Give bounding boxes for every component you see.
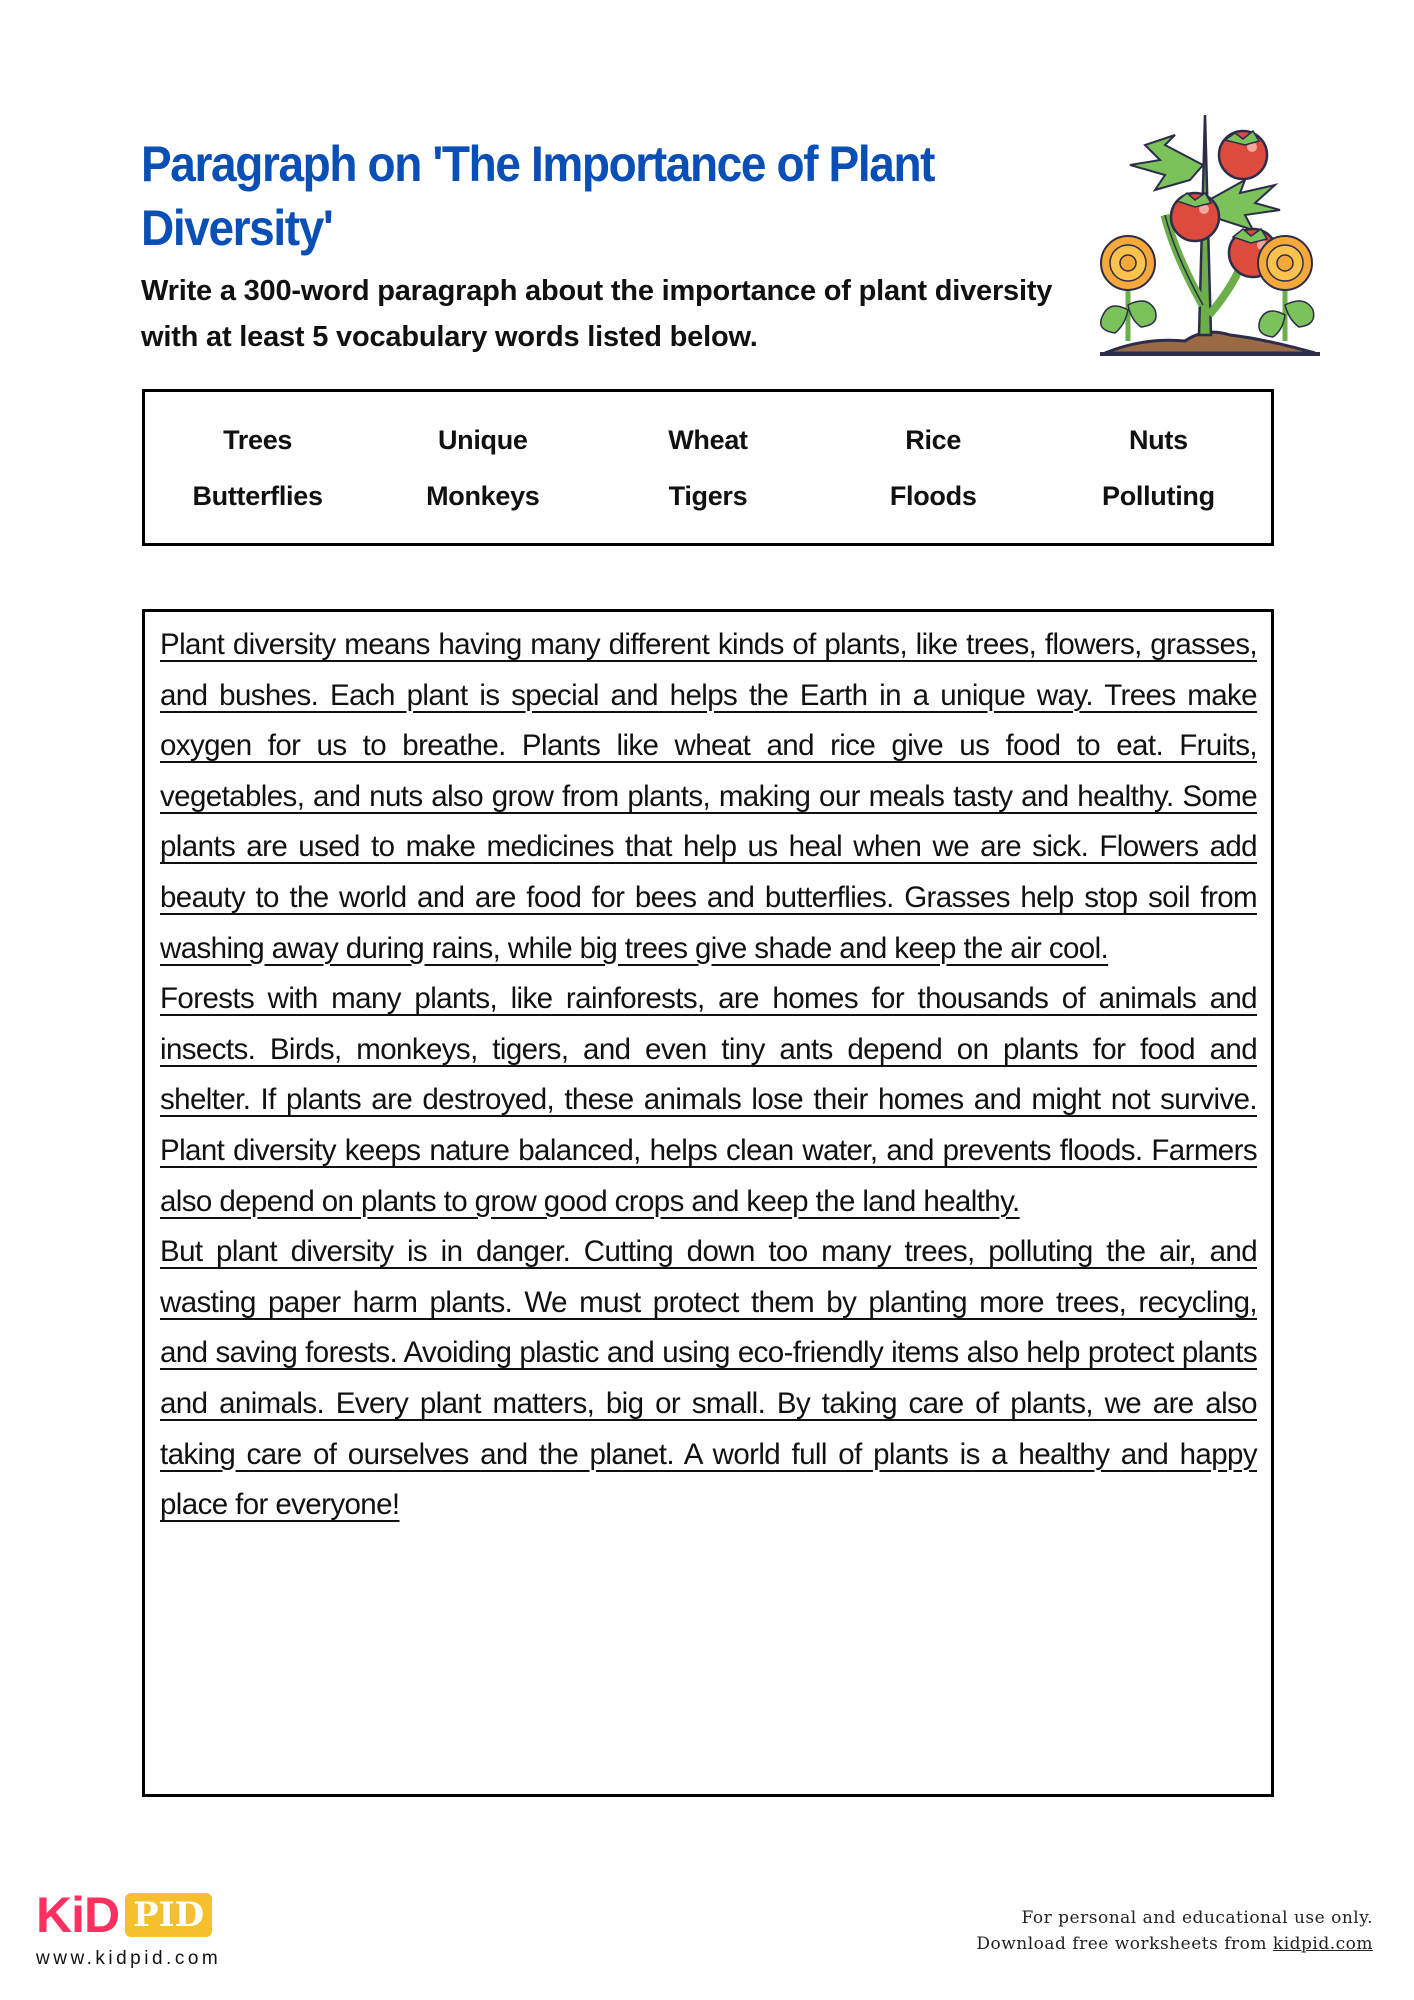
download-note: Download free worksheets from <box>976 1934 1273 1954</box>
vocab-word: Monkeys <box>426 481 540 512</box>
logo-pid-badge: PID <box>125 1893 212 1937</box>
kidpid-logo[interactable] <box>36 1887 222 1970</box>
logo-kid-text: KiD <box>36 1887 120 1943</box>
vocab-word: Floods <box>889 481 977 512</box>
answer-paragraph: Forests with many plants, like rainforests, are homes for thousands of animals and insects. Birds, monkeys, tigers, and even tiny ants depend on plants for food and shelter. If plants are destroyed, these animals lose their homes and might not survive. Plant diversity keeps nature balanced, helps clean water, and prevents floods. Farmers also depend on plants to grow good crops and keep the land healthy. <box>160 982 1257 1218</box>
vocab-word: Butterflies <box>192 481 323 512</box>
vocab-word: Wheat <box>668 424 748 455</box>
footer-note <box>976 1905 1373 1957</box>
usage-note: For personal and educational use only. <box>1021 1908 1373 1928</box>
vocabulary-box <box>142 389 1274 546</box>
vocab-word: Tigers <box>668 481 748 512</box>
vocab-word: Polluting <box>1102 481 1215 512</box>
vocab-word: Trees <box>223 424 293 455</box>
vocab-word: Rice <box>905 424 962 455</box>
instructions: Write a 300-word paragraph about the importance of plant diversity with at least 5 vocabulary words listed below. <box>141 275 1053 353</box>
page-title: Paragraph on 'The Importance of Plant Diversity' <box>141 136 935 256</box>
answer-box <box>142 609 1274 1797</box>
kidpid-link[interactable]: kidpid.com <box>1272 1934 1373 1954</box>
answer-paragraph: Plant diversity means having many different kinds of plants, like trees, flowers, grasses, and bushes. Each plant is special and helps the Earth in a unique way. Trees make oxygen for us to breathe. Plants like wheat and rice give us food to eat. Fruits, vegetables, and nuts also grow from plants, making our meals tasty and healthy. Some plants are used to make medicines that help us heal when we are sick. Flowers add beauty to the world and are food for bees and butterflies. Grasses help stop soil from washing away during rains, while big trees give shade and keep the air cool. <box>160 628 1257 965</box>
answer-paragraph: But plant diversity is in danger. Cutting down too many trees, polluting the air, and wasting paper harm plants. We must protect them by planting more trees, recycling, and saving forests. Avoiding plastic and using eco-friendly items also help protect plants and animals. Every plant matters, big or small. By taking care of plants, we are also taking care of ourselves and the planet. A world full of plants is a healthy and happy place for everyone! <box>160 1235 1257 1522</box>
vocab-word: Unique <box>437 424 528 455</box>
logo-url: www.kidpid.com <box>36 1948 222 1969</box>
tomato-plant-illustration-icon <box>1085 105 1330 360</box>
vocab-word: Nuts <box>1128 424 1188 455</box>
